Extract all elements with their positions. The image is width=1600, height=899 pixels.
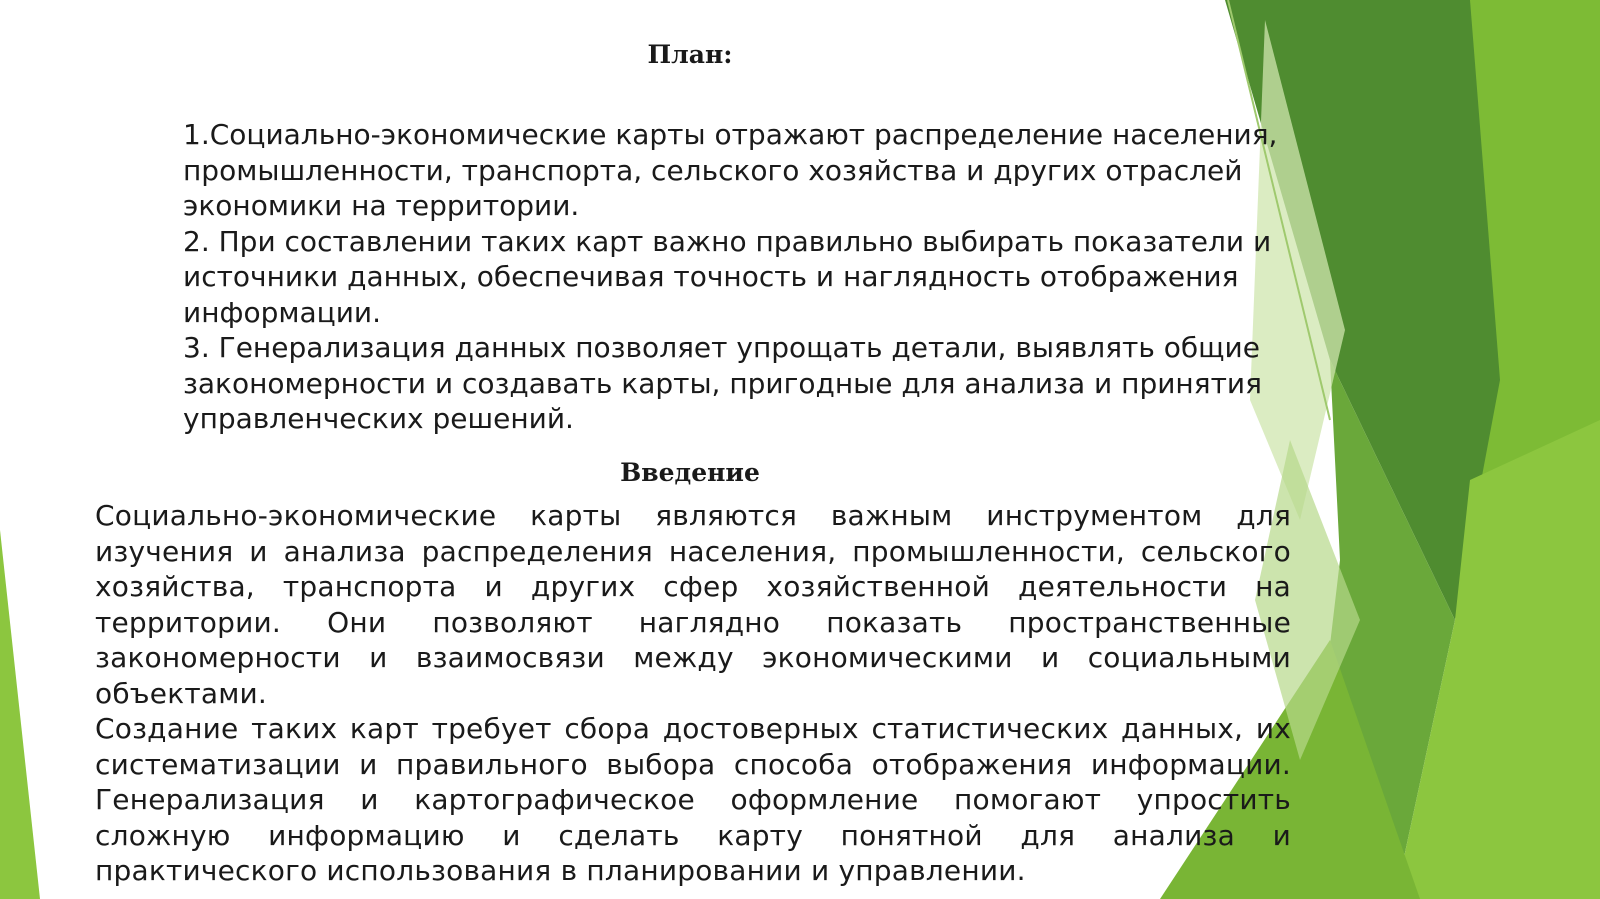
introduction-body bbox=[95, 498, 1291, 889]
introduction-heading: Введение bbox=[620, 458, 760, 487]
plan-heading: План: bbox=[647, 40, 733, 69]
introduction-paragraph-1: Социально-экономические карты являются важным инструментом для изучения и анализа распределения населения, промышленности, сельского хозяйства, транспорта и других сфер хозяйственной деятельности на территории. Они позволяют наглядно показать пространственные закономерности и взаимосвязи между экономическими и социальными объектами. bbox=[95, 499, 1291, 710]
introduction-paragraph-2: Создание таких карт требует сбора достоверных статистических данных, их систематизации и правильного выбора способа отображения информации. Генерализация и картографическое оформление помогают упростить сложную информацию и сделать карту понятной для анализа и практического использования в планировании и управлении. bbox=[95, 712, 1291, 887]
plan-list bbox=[183, 117, 1283, 437]
plan-item-1: 1.Социально-экономические карты отражают распределение населения, промышленности, транспорта, сельского хозяйства и других отраслей экономики на территории. bbox=[183, 118, 1278, 222]
plan-item-2: 2. При составлении таких карт важно правильно выбирать показатели и источники данных, обеспечивая точность и наглядность отображения информации. bbox=[183, 224, 1272, 329]
plan-item-3: 3. Генерализация данных позволяет упрощать детали, выявлять общие закономерности и создавать карты, пригодные для анализа и принятия управленческих решений. bbox=[183, 331, 1262, 435]
